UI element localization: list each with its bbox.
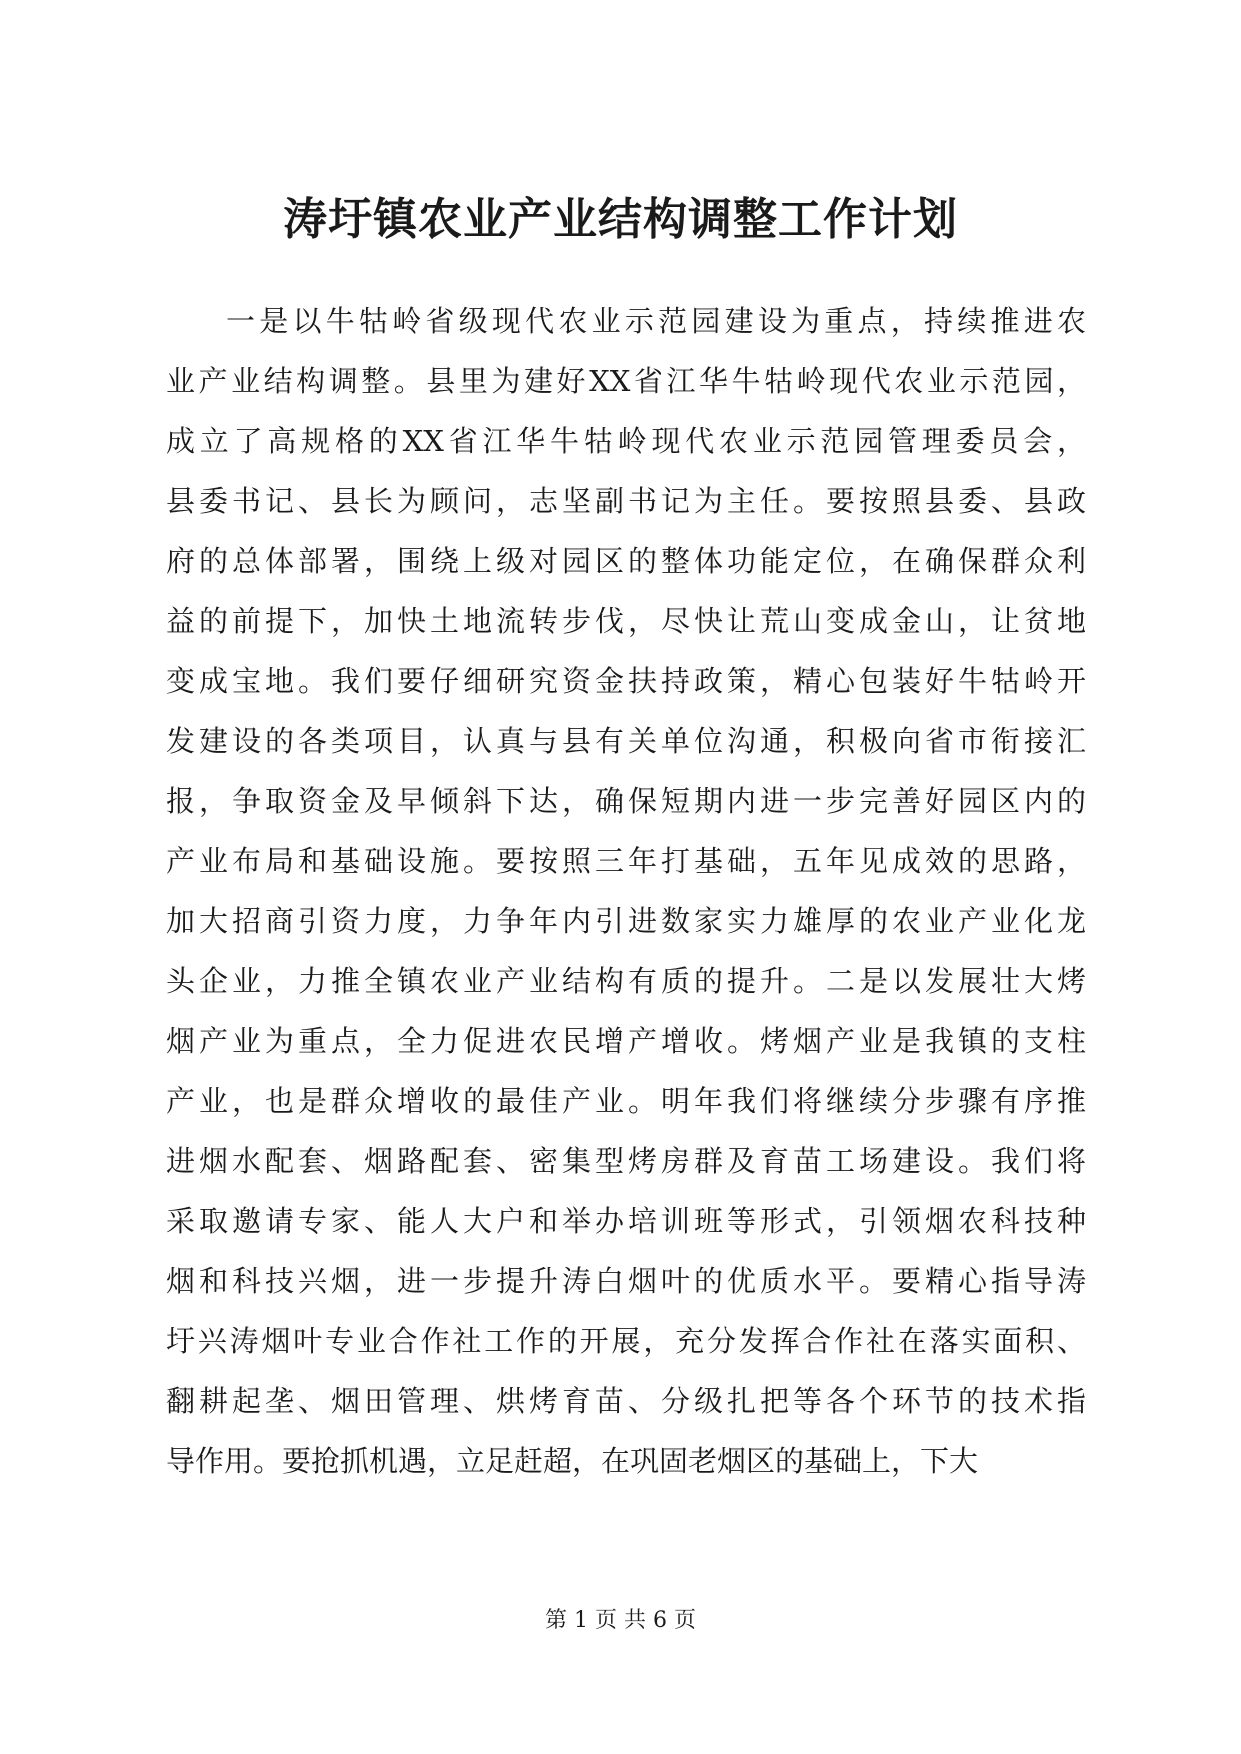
body-line: 头企业，力推全镇农业产业结构有质的提升。二是以发展壮大烤 [166, 964, 1086, 998]
body-line: 进烟水配套、烟路配套、密集型烤房群及育苗工场建设。我们将 [166, 1144, 1086, 1178]
body-line: 成立了高规格的XX省江华牛牯岭现代农业示范园管理委员会， [166, 424, 1086, 458]
body-line: 报，争取资金及早倾斜下达，确保短期内进一步完善好园区内的 [166, 784, 1086, 818]
body-line: 一是以牛牯岭省级现代农业示范园建设为重点，持续推进农 [226, 304, 1086, 338]
body-line: 烟和科技兴烟，进一步提升涛白烟叶的优质水平。要精心指导涛 [166, 1264, 1086, 1298]
body-line: 益的前提下，加快土地流转步伐，尽快让荒山变成金山，让贫地 [166, 604, 1086, 638]
body-line: 府的总体部署，围绕上级对园区的整体功能定位，在确保群众利 [166, 544, 1086, 578]
body-line: 发建设的各类项目，认真与县有关单位沟通，积极向省市衔接汇 [166, 724, 1086, 758]
document-body [166, 291, 1086, 1491]
body-line: 圩兴涛烟叶专业合作社工作的开展，充分发挥合作社在落实面积、 [166, 1324, 1086, 1358]
page-number-footer: 第 1 页 共 6 页 [545, 1608, 696, 1633]
document-title: 涛圩镇农业产业结构调整工作计划 [283, 194, 958, 245]
body-line: 县委书记、县长为顾问，志坚副书记为主任。要按照县委、县政 [166, 484, 1086, 518]
body-line: 业产业结构调整。县里为建好XX省江华牛牯岭现代农业示范园， [166, 364, 1086, 398]
body-line: 产业，也是群众增收的最佳产业。明年我们将继续分步骤有序推 [166, 1084, 1086, 1118]
body-line: 烟产业为重点，全力促进农民增产增收。烤烟产业是我镇的支柱 [166, 1024, 1086, 1058]
body-line: 变成宝地。我们要仔细研究资金扶持政策，精心包装好牛牯岭开 [166, 664, 1086, 698]
body-line: 翻耕起垄、烟田管理、烘烤育苗、分级扎把等各个环节的技术指 [166, 1384, 1086, 1418]
body-line: 采取邀请专家、能人大户和举办培训班等形式，引领烟农科技种 [166, 1204, 1086, 1238]
body-line: 导作用。要抢抓机遇，立足赶超，在巩固老烟区的基础上，下大 [166, 1444, 979, 1478]
body-line: 加大招商引资力度，力争年内引进数家实力雄厚的农业产业化龙 [166, 904, 1086, 938]
body-line: 产业布局和基础设施。要按照三年打基础，五年见成效的思路， [166, 844, 1086, 878]
